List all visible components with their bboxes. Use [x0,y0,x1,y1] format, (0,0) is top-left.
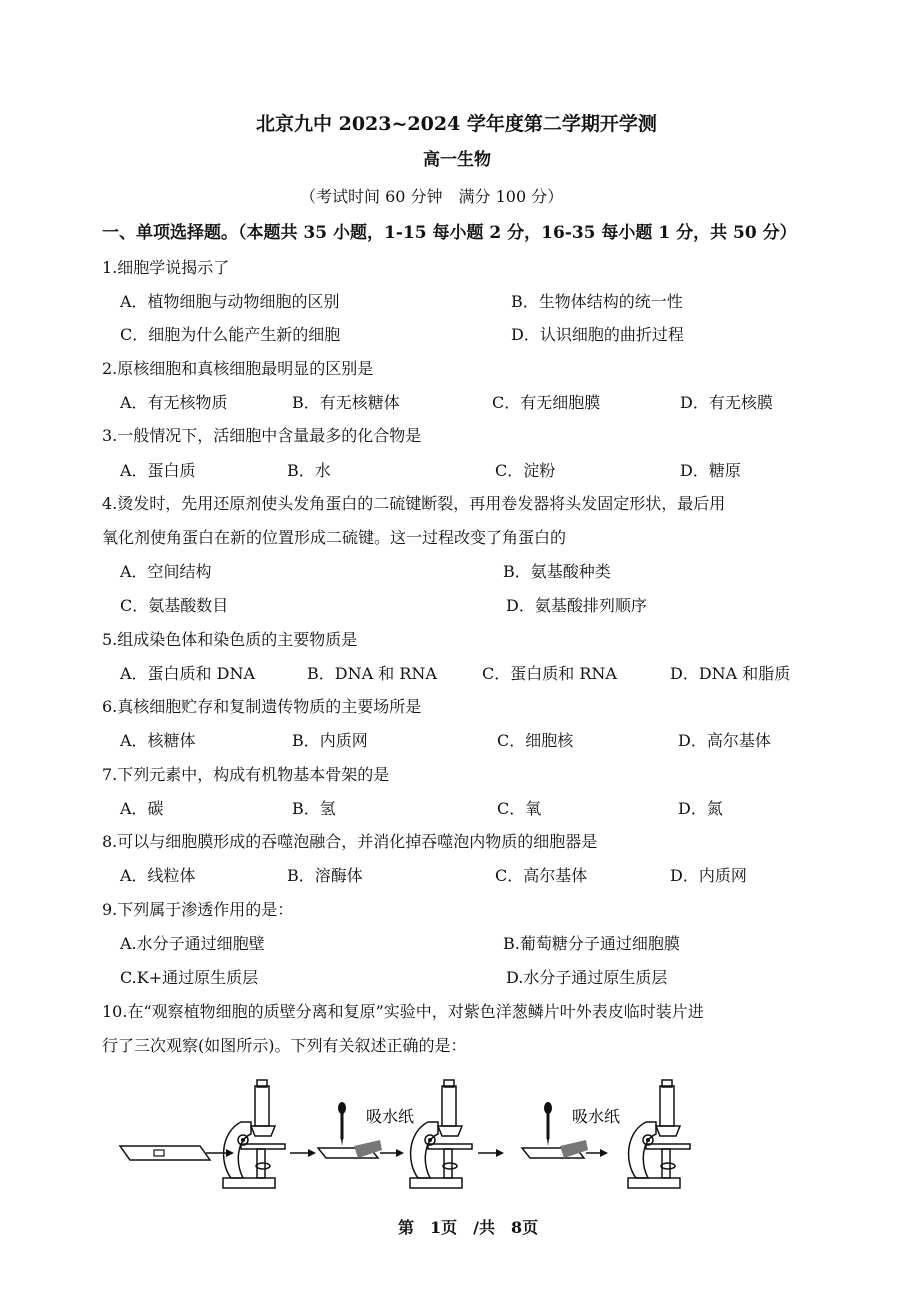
experiment-figure [110,1074,710,1194]
microscope-icon [628,1080,690,1188]
option-a: A．蛋白质和 DNA [120,664,256,683]
question-stem: 5.组成染色体和染色质的主要物质是 [102,630,358,649]
option-b: B．有无核糖体 [292,393,400,412]
option-d: D．内质网 [670,866,747,885]
option-c: C．淀粉 [495,461,556,480]
question-stem: 8.可以与细胞膜形成的吞噬泡融合，并消化掉吞噬泡内物质的细胞器是 [102,832,598,851]
option-d: D．DNA 和脂质 [670,664,791,683]
arrow-icon [396,1149,404,1157]
option-b: B．水 [287,461,331,480]
subject-title: 高一生物 [423,150,491,170]
option-c: C．氧 [497,799,542,818]
question-stem: 7.下列元素中，构成有机物基本骨架的是 [102,765,390,784]
question-stem: 6.真核细胞贮存和复制遗传物质的主要场所是 [102,697,422,716]
arrow-icon [600,1149,608,1157]
option-c: C．氨基酸数目 [120,596,229,615]
question-stem: 2.原核细胞和真核细胞最明显的区别是 [102,359,374,378]
option-d: D．认识细胞的曲折过程 [511,325,684,344]
dropper-icon [544,1102,552,1146]
arrow-icon [496,1149,504,1157]
option-d: D．氨基酸排列顺序 [506,596,647,615]
option-d: D．高尔基体 [678,731,771,750]
option-b: B.葡萄糖分子通过细胞膜 [503,934,680,953]
option-c: C．细胞为什么能产生新的细胞 [120,325,341,344]
option-c: C.K+通过原生质层 [120,968,259,987]
option-a: A．碳 [120,799,164,818]
microscope-icon [410,1080,472,1188]
option-d: D．糖原 [680,461,741,480]
option-c: C．有无细胞膜 [492,393,601,412]
question-stem: 9.下列属于渗透作用的是： [102,900,294,919]
microscope-icon [223,1080,285,1188]
option-b: B．DNA 和 RNA [307,664,437,683]
question-stem: 4.烫发时，先用还原剂使头发角蛋白的二硫键断裂，再用卷发器将头发固定形状，最后用 [102,494,726,513]
option-b: B．生物体结构的统一性 [511,292,683,311]
option-b: B．溶酶体 [287,866,363,885]
option-b: B．氨基酸种类 [503,562,611,581]
option-b: B．氢 [292,799,336,818]
option-a: A.水分子通过细胞壁 [120,934,265,953]
question-stem: 3.一般情况下，活细胞中含量最多的化合物是 [102,426,422,445]
option-a: A．蛋白质 [120,461,196,480]
option-d: D．有无核膜 [680,393,773,412]
blotting-paper-label: 吸水纸 [366,1107,415,1126]
option-a: A．植物细胞与动物细胞的区别 [120,292,340,311]
option-a: A．空间结构 [120,562,212,581]
question-stem: 10.在“观察植物细胞的质壁分离和复原”实验中，对紫色洋葱鳞片叶外表皮临时装片进 [102,1002,704,1021]
option-a: A．有无核物质 [120,393,228,412]
option-c: C．蛋白质和 RNA [482,664,617,683]
option-c: C．高尔基体 [495,866,588,885]
option-a: A．线粒体 [120,866,196,885]
page-title: 北京九中 2023~2024 学年度第二学期开学测 [256,113,657,135]
option-d: D．氮 [678,799,723,818]
dropper-icon [338,1102,346,1146]
page-number: 第 1页 /共 8页 [398,1218,539,1237]
option-d: D.水分子通过原生质层 [506,968,668,987]
option-b: B．内质网 [292,731,368,750]
arrow-icon [308,1149,316,1157]
question-stem-cont: 氧化剂使角蛋白在新的位置形成二硫键。这一过程改变了角蛋白的 [102,528,567,547]
question-stem: 1.细胞学说揭示了 [102,258,230,277]
arrow-icon [226,1149,234,1157]
option-c: C．细胞核 [497,731,574,750]
exam-info: （考试时间 60 分钟 满分 100 分） [300,187,564,206]
option-a: A．核糖体 [120,731,196,750]
slide-shape [120,1146,210,1160]
section-heading: 一、单项选择题。（本题共 35 小题，1-15 每小题 2 分，16-35 每小题 1 分，共 50 分） [102,223,797,243]
blotting-paper-label: 吸水纸 [572,1107,621,1126]
question-stem-cont: 行了三次观察(如图所示)。下列有关叙述正确的是： [102,1036,467,1055]
